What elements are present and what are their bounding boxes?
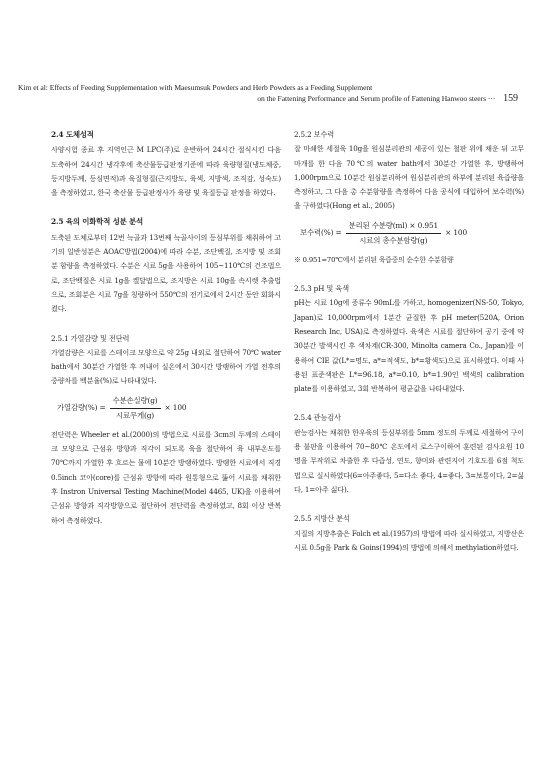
section-2-5-title: 2.5 육의 이화학적 성분 분석 bbox=[51, 217, 143, 227]
formula-rhs: × 100 bbox=[445, 228, 467, 238]
running-header bbox=[18, 82, 518, 104]
section-2-5-1-body-2: 전단력은 Wheeler et al.(2000)의 방법으로 시료를 3cm의 두께의 스테이크 모양으로 근섬유 방향과 직각이 되도록 육을 절단하여 육 내부온도를 70℃까지 가열한 후 흐르는 물에 10분간 방랭하였다. 방랭한 시료에서 직경 0.5inch 코아(core)를 근섬유 방향에 따라 원통형으로 뚫어 시료를 채취한 후 Instron Universal Testing Machine(Model 4465, UK)을 이용하여 근섬유 방향과 직각방향으로 절단하여 전단력을 측정하였고, 8회 이상 반복하여 측정하였다. bbox=[51, 429, 281, 525]
page-number: 159 bbox=[503, 93, 518, 104]
header-title-line2-text: on the Fattening Performance and Serum profile of Fattening Hanwoo steers bbox=[257, 94, 486, 103]
header-title-line1: Kim et al: Effects of Feeding Supplementation with Maesumsuk Powders and Herb Powders as a Feeding Supplement bbox=[18, 83, 373, 92]
section-2-5-4-title: 2.5.4 관능검사 bbox=[294, 413, 341, 423]
formula-numerator: 수분손실량(g) bbox=[110, 395, 161, 409]
section-2-5-2-title: 2.5.2 보수력 bbox=[294, 130, 335, 139]
formula-denominator: 시료무게(g) bbox=[116, 410, 155, 420]
section-2-5-1-title: 2.5.1 가열감량 및 전단력 bbox=[51, 333, 130, 343]
header-title-line2 bbox=[18, 93, 518, 104]
section-2-5-3-body: pH는 시료 10g에 증류수 90mL를 가하고, homogenizer(NS-50, Tokyo, Japan)로 10,000rpm에서 1분간 균질한 후 pH meter(520A, Orion Research Inc, USA)로 측정하였다. 육색은 시료를 절단하여 공기 중에 약 30분간 발색시킨 후 색차계(CR-300, Minolta camera Co., Japan)를 이용하여 CIE 값(L*=명도, a*=적색도, b*=황색도)으로 표시하였다. 이때 사용된 표준색판은 L*=96.18, a*=0.10, b*=1.90인 백색의 calibration plate를 이용하였고, 3회 반복하여 평균값을 나타내었다. bbox=[294, 298, 524, 394]
formula-rhs: × 100 bbox=[164, 403, 187, 413]
cooking-loss-formula bbox=[57, 395, 281, 422]
formula-fraction bbox=[346, 220, 442, 247]
formula-lhs: 가열감량(%) = bbox=[57, 403, 106, 413]
formula-denominator: 시료의 총수분함량(g) bbox=[359, 235, 428, 245]
section-2-4-title: 2.4 도체성적 bbox=[51, 130, 94, 139]
left-column bbox=[51, 128, 281, 528]
section-2-5-2-body: 잘 마쇄한 세절육 10g을 원심분리관의 세공이 있는 철판 위에 채운 뒤 고무마개를 한 다음 70℃의 water bath에서 30분간 가열한 후, 방랭하여 1,000rpm으로 10분간 원심분리하여 원심분리관의 하부에 분리된 육즙량을 측정하고, 그 다음 총 수분함량을 측정하여 다음 공식에 대입하여 보수력(%)을 구하였다(Hong et al., 2005) bbox=[294, 144, 524, 211]
formula-lhs: 보수력(%) = bbox=[300, 228, 342, 238]
formula-numerator: 분리된 수분량(ml) × 0.951 bbox=[346, 220, 442, 234]
water-holding-formula bbox=[300, 220, 524, 247]
header-ellipsis: ··· bbox=[487, 94, 496, 103]
section-2-4-body: 사양시험 종료 후 지역인근 M LPC(주)로 운반하여 24시간 절식시킨 다음 도축하여 24시간 냉각후에 축산물등급판정기준에 따라 육량형질(냉도체중, 등지방두께, 등심면적)과 육질형질(근지방도, 육색, 지방색, 조직감, 성숙도)을 측정하였고, 한국 축산물 등급판정사가 육량 및 육질등급 판정을 하였다. bbox=[51, 145, 281, 198]
section-2-5-5-body: 지질의 지방추출은 Folch et al.(1957)의 방법에 따라 실시하였고, 지방산은 시료 0.5g을 Park & Goins(1994)의 방법에 의해서 methylation하였다. bbox=[294, 528, 524, 552]
section-2-5-5-title: 2.5.5 지방산 분석 bbox=[294, 514, 350, 524]
right-column bbox=[294, 128, 524, 555]
section-2-5-1-body: 가열감량은 시료를 스테이크 모양으로 약 25g 내외로 절단하여 70℃ water bath에서 30분간 가열한 후 꺼내어 실온에서 30시간 방랭하여 가열 전후의 중량차를 백분율(%)로 나타내었다. bbox=[51, 347, 281, 386]
section-2-5-body: 도축된 도체로부터 12번 늑골과 13번째 늑골사이의 등심부위를 채취하여 고기의 일반성분은 AOAC방법(2004)에 따라 수분, 조단백질, 조지방 및 조회분 함량을 측정하였다. 수분은 시료 5g을 사용하여 105~110℃의 건조법으로, 조단백질은 시료 1g을 켈달법으로, 조지방은 시료 10g을 속시렛 추출법으로, 조회분은 시료 7g을 칭량하여 550℃의 전기로에서 2시간 동안 회화시켰다. bbox=[51, 232, 281, 314]
section-2-5-3-title: 2.5.3 pH 및 육색 bbox=[294, 284, 349, 294]
formula-fraction bbox=[110, 395, 161, 422]
formula-note: ※ 0.951=70℃에서 분리된 육즙중의 순수한 수분함량 bbox=[294, 255, 454, 264]
section-2-5-4-body: 관능검사는 채취한 한우육의 등심부위를 5mm 정도의 두께로 세절하여 구이용 불판을 이용하여 70~80℃ 온도에서 로스구이하여 훈련된 검사요원 10명을 무작위로 차출한 후 다즙성, 연도, 향미와 관련지어 기호도를 6점 척도법으로 실시하였다(6=아주좋다, 5=다소 좋다, 4=좋다, 3=보통이다, 2=싫다, 1=아주 싫다). bbox=[294, 427, 524, 494]
